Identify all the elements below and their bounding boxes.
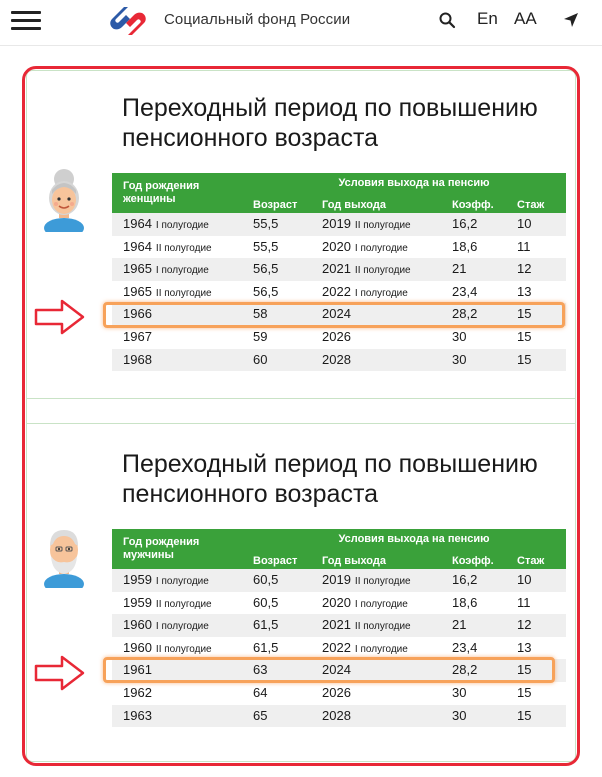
cell-age: 56,5 (253, 261, 279, 277)
cell-year: 1959 (123, 594, 152, 610)
sfr-logo-icon[interactable] (110, 5, 146, 37)
cell-stazh: 13 (517, 639, 532, 655)
table-row (112, 592, 566, 615)
man-avatar-icon (42, 522, 86, 588)
cell-age: 58 (253, 306, 268, 322)
cell-stazh: 15 (517, 707, 532, 723)
cell-year: 1968 (123, 351, 152, 367)
cell-stazh: 15 (517, 351, 532, 367)
cell-age: 60 (253, 351, 268, 367)
cell-coef: 28,2 (452, 306, 478, 322)
location-arrow-icon[interactable] (562, 11, 580, 29)
men-pension-table (112, 529, 566, 727)
table-header (112, 529, 566, 569)
search-icon[interactable] (438, 11, 456, 29)
cell-stazh: 15 (517, 306, 532, 322)
cell-age: 56,5 (253, 283, 279, 299)
cell-exit-half: I полугодие (354, 643, 408, 655)
cell-exit-half: II полугодие (354, 621, 411, 633)
header-birth-year: Год рождения мужчины (123, 536, 200, 561)
cell-coef: 30 (452, 328, 467, 344)
cell-coef: 21 (452, 261, 467, 277)
cell-exit: 2021 (322, 617, 351, 633)
cell-age: 55,5 (253, 216, 279, 231)
cell-exit: 2019 (322, 572, 351, 587)
cell-year: 1963 (123, 707, 152, 723)
header-stazh: Стаж (517, 199, 545, 211)
header-age: Возраст (253, 555, 298, 567)
cell-coef: 18,6 (452, 594, 478, 610)
cell-coef: 30 (452, 707, 467, 723)
header-stazh: Стаж (517, 555, 545, 567)
cell-half: I полугодие (155, 265, 209, 277)
header-exit-year: Год выхода (322, 199, 386, 211)
cell-year: 1962 (123, 684, 152, 700)
women-title: Переходный период по повышению пенсионного возраста (122, 94, 538, 152)
cell-year: 1964 (123, 216, 152, 231)
cell-coef: 16,2 (452, 216, 478, 231)
cell-age: 55,5 (253, 238, 279, 254)
section-divider (26, 398, 576, 399)
header-conditions: Условия выхода на пенсию (338, 533, 490, 545)
cell-stazh: 10 (517, 572, 532, 587)
cell-coef: 18,6 (452, 238, 478, 254)
cell-exit: 2022 (322, 283, 351, 299)
cell-exit: 2019 (322, 216, 351, 231)
font-size-button[interactable]: AA (514, 9, 537, 28)
cell-age: 59 (253, 328, 268, 344)
cell-stazh: 10 (517, 216, 532, 231)
cell-coef: 16,2 (452, 572, 478, 587)
cell-half: II полугодие (155, 242, 212, 254)
cell-exit: 2021 (322, 261, 351, 277)
cell-exit-half: II полугодие (354, 576, 411, 587)
cell-stazh: 15 (517, 662, 532, 678)
header-age: Возраст (253, 199, 298, 211)
cell-exit: 2024 (322, 662, 351, 678)
cell-age: 64 (253, 684, 268, 700)
cell-year: 1964 (123, 238, 152, 254)
cell-exit-half: I полугодие (354, 598, 408, 610)
men-title: Переходный период по повышению пенсионного возраста (122, 450, 538, 508)
cell-age: 61,5 (253, 639, 279, 655)
table-row (112, 569, 566, 592)
cell-age: 65 (253, 707, 268, 723)
table-row (112, 281, 566, 304)
cell-age: 60,5 (253, 594, 279, 610)
cell-coef: 30 (452, 351, 467, 367)
cell-stazh: 12 (517, 617, 532, 633)
table-body (112, 569, 566, 727)
table-row (112, 258, 566, 281)
cell-stazh: 12 (517, 261, 532, 277)
cell-year: 1959 (123, 572, 152, 587)
site-title[interactable]: Социальный фонд России (164, 11, 351, 28)
woman-avatar-icon (42, 166, 86, 232)
cell-half: II полугодие (155, 643, 212, 655)
cell-age: 60,5 (253, 572, 279, 587)
table-row (112, 682, 566, 705)
table-row (112, 326, 566, 349)
cell-stazh: 11 (517, 238, 531, 254)
cell-coef: 21 (452, 617, 467, 633)
header-conditions: Условия выхода на пенсию (338, 177, 490, 189)
main-content (0, 46, 602, 777)
cell-exit: 2026 (322, 328, 351, 344)
header-exit-year: Год выхода (322, 555, 386, 567)
table-header (112, 173, 566, 213)
cell-year: 1961 (123, 662, 152, 678)
table-body (112, 213, 566, 371)
cell-exit: 2028 (322, 351, 351, 367)
cell-year: 1965 (123, 283, 152, 299)
cell-year: 1960 (123, 617, 152, 633)
cell-half: I полугодие (155, 621, 209, 633)
cell-stazh: 13 (517, 283, 532, 299)
top-header (0, 0, 602, 46)
cell-exit: 2020 (322, 238, 351, 254)
cell-half: II полугодие (155, 598, 212, 610)
cell-exit-half: I полугодие (354, 287, 408, 299)
cell-year: 1966 (123, 306, 152, 322)
cell-exit: 2026 (322, 684, 351, 700)
table-row (112, 303, 566, 326)
cell-stazh: 11 (517, 594, 531, 610)
table-row (112, 349, 566, 372)
language-switch-button[interactable]: En (477, 9, 498, 28)
arrow-right-icon (34, 299, 86, 335)
table-row (112, 236, 566, 259)
cell-exit: 2022 (322, 639, 351, 655)
cell-exit-half: II полугодие (354, 220, 411, 231)
arrow-right-icon (34, 655, 86, 691)
header-birth-year: Год рождения женщины (123, 180, 200, 205)
cell-year: 1967 (123, 328, 152, 344)
table-row (112, 659, 566, 682)
cell-stazh: 15 (517, 684, 532, 700)
cell-coef: 30 (452, 684, 467, 700)
cell-year: 1965 (123, 261, 152, 277)
header-coef: Коэфф. (452, 555, 494, 567)
cell-age: 61,5 (253, 617, 279, 633)
cell-exit-half: I полугодие (354, 242, 408, 254)
cell-age: 63 (253, 662, 268, 678)
cell-exit: 2020 (322, 594, 351, 610)
cell-exit-half: II полугодие (354, 265, 411, 277)
women-pension-table (112, 173, 566, 371)
cell-coef: 28,2 (452, 662, 478, 678)
cell-half: I полугодие (155, 220, 209, 231)
header-coef: Коэфф. (452, 199, 494, 211)
cell-year: 1960 (123, 639, 152, 655)
cell-half: I полугодие (155, 576, 209, 587)
table-row (112, 213, 566, 236)
section-divider (26, 423, 576, 424)
cell-half: II полугодие (155, 287, 212, 299)
table-row (112, 614, 566, 637)
table-row (112, 705, 566, 728)
menu-icon[interactable] (11, 11, 41, 31)
table-row (112, 637, 566, 660)
cell-exit: 2024 (322, 306, 351, 322)
cell-exit: 2028 (322, 707, 351, 723)
cell-stazh: 15 (517, 328, 532, 344)
cell-coef: 23,4 (452, 639, 478, 655)
cell-coef: 23,4 (452, 283, 478, 299)
